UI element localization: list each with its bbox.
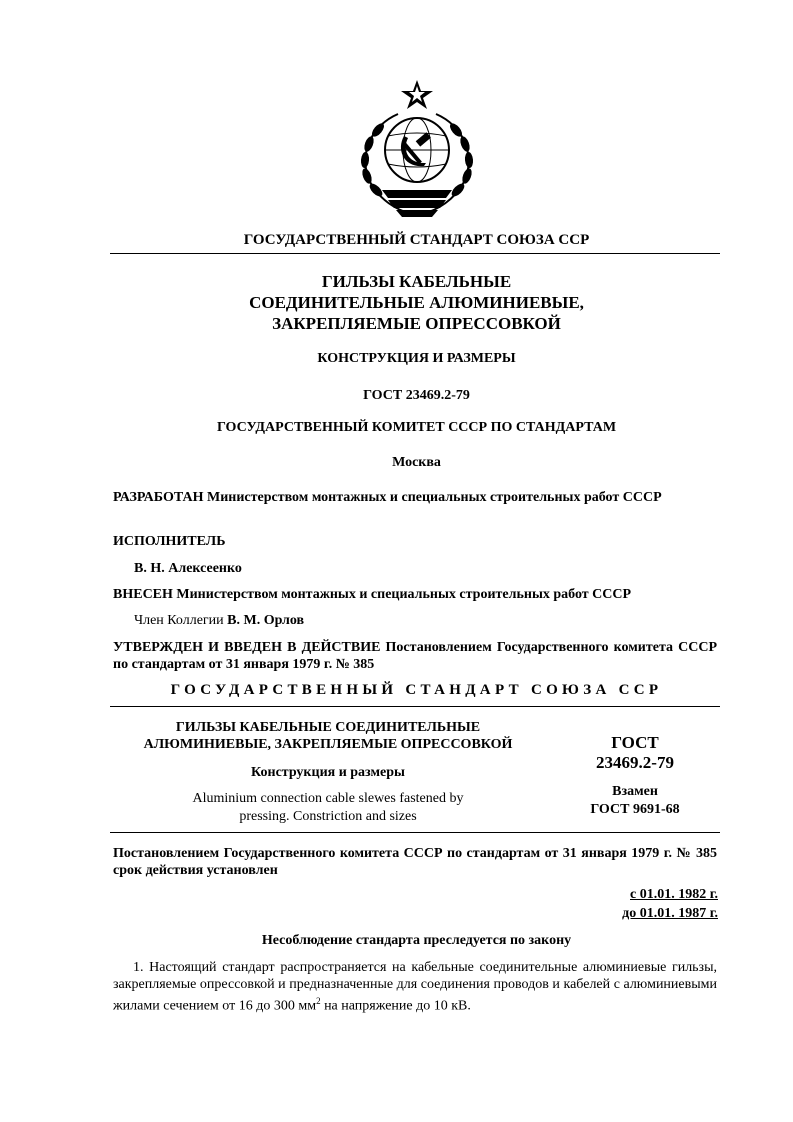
developed-text: Министерством монтажных и специальных строительных работ СССР [206,490,662,505]
box-subtitle: Конструкция и размеры [251,765,405,780]
box-bottom-divider [110,832,720,833]
developed-label: РАЗРАБОТАН [113,490,204,505]
validity-from: с 01.01. 1982 г. [630,887,718,902]
document-title [110,271,723,334]
box-gost [555,733,715,773]
spaced-standard-header: ГОСУДАРСТВЕННЫЙ СТАНДАРТ СОЮЗА ССР [170,682,663,698]
title-line-3: ЗАКРЕПЛЯЕМЫЕ ОПРЕССОВКОЙ [272,314,561,333]
committee-name: ГОСУДАРСТВЕННЫЙ КОМИТЕТ СССР ПО СТАНДАРТАМ [216,420,617,435]
introduced-text: Министерством монтажных и специальных строительных работ СССР [176,587,632,602]
board-member [134,612,694,629]
box-gost-number: 23469.2-79 [596,753,674,772]
replaces-number: ГОСТ 9691-68 [590,802,680,817]
box-english-title [113,790,543,826]
member-label: Член Коллегии [134,613,224,628]
developed-by [113,489,717,506]
clause-1-superscript: 2 [316,996,321,1006]
box-top-divider [110,706,720,707]
english-line-1: Aluminium connection cable slewes fastened by [192,791,464,806]
approved-text: Постановлением Государственного комитета СССР по стандартам от 31 января 1979 г. № 385 [113,640,717,672]
box-title [113,719,543,753]
state-standard-header: ГОСУДАРСТВЕННЫЙ СТАНДАРТ СОЮЗА ССР [243,232,590,248]
member-name: В. М. Орлов [227,613,305,628]
approval-statement [113,639,717,673]
introduced-by [113,586,717,603]
box-title-line-2: АЛЮМИНИЕВЫЕ, ЗАКРЕПЛЯЕМЫЕ ОПРЕССОВКОЙ [143,737,513,752]
ussr-coat-of-arms-icon [348,78,486,218]
clause-1-text: 1. Настоящий стандарт распространяется на кабельные соединительные алюминиевые гильзы, закрепляемые опрессовкой и предназначенные для соединения проводов и кабелей с алюминиевыми жилами сечением от 16 до 300 мм [113,960,717,1014]
gost-number: ГОСТ 23469.2-79 [363,388,470,403]
box-title-line-1: ГИЛЬЗЫ КАБЕЛЬНЫЕ СОЕДИНИТЕЛЬНЫЕ [175,720,481,735]
box-replaces [555,783,715,819]
publication-city: Москва [392,455,441,470]
header-divider [110,253,720,254]
executor-label: ИСПОЛНИТЕЛЬ [113,534,226,549]
introduced-label: ВНЕСЕН [113,587,173,602]
document-subtitle: КОНСТРУКЦИЯ И РАЗМЕРЫ [317,351,516,366]
clause-1 [113,959,717,1015]
title-line-1: ГИЛЬЗЫ КАБЕЛЬНЫЕ [321,272,512,291]
approved-label: УТВЕРЖДЕН И ВВЕДЕН В ДЕЙСТВИЕ [113,640,381,655]
law-notice: Несоблюдение стандарта преследуется по закону [261,933,572,948]
clause-1-tail: на напряжение до 10 кВ. [320,998,471,1014]
validity-to: до 01.01. 1987 г. [622,906,718,921]
box-gost-label: ГОСТ [611,733,659,752]
validity-statement: Постановлением Государственного комитета СССР по стандартам от 31 января 1979 г. № 385 срок действия установлен [113,846,717,878]
executor-name: В. Н. Алексеенко [134,561,242,576]
english-line-2: pressing. Constriction and sizes [239,809,417,824]
title-line-2: СОЕДИНИТЕЛЬНЫЕ АЛЮМИНИЕВЫЕ, [249,293,584,312]
replaces-label: Взамен [612,784,658,799]
